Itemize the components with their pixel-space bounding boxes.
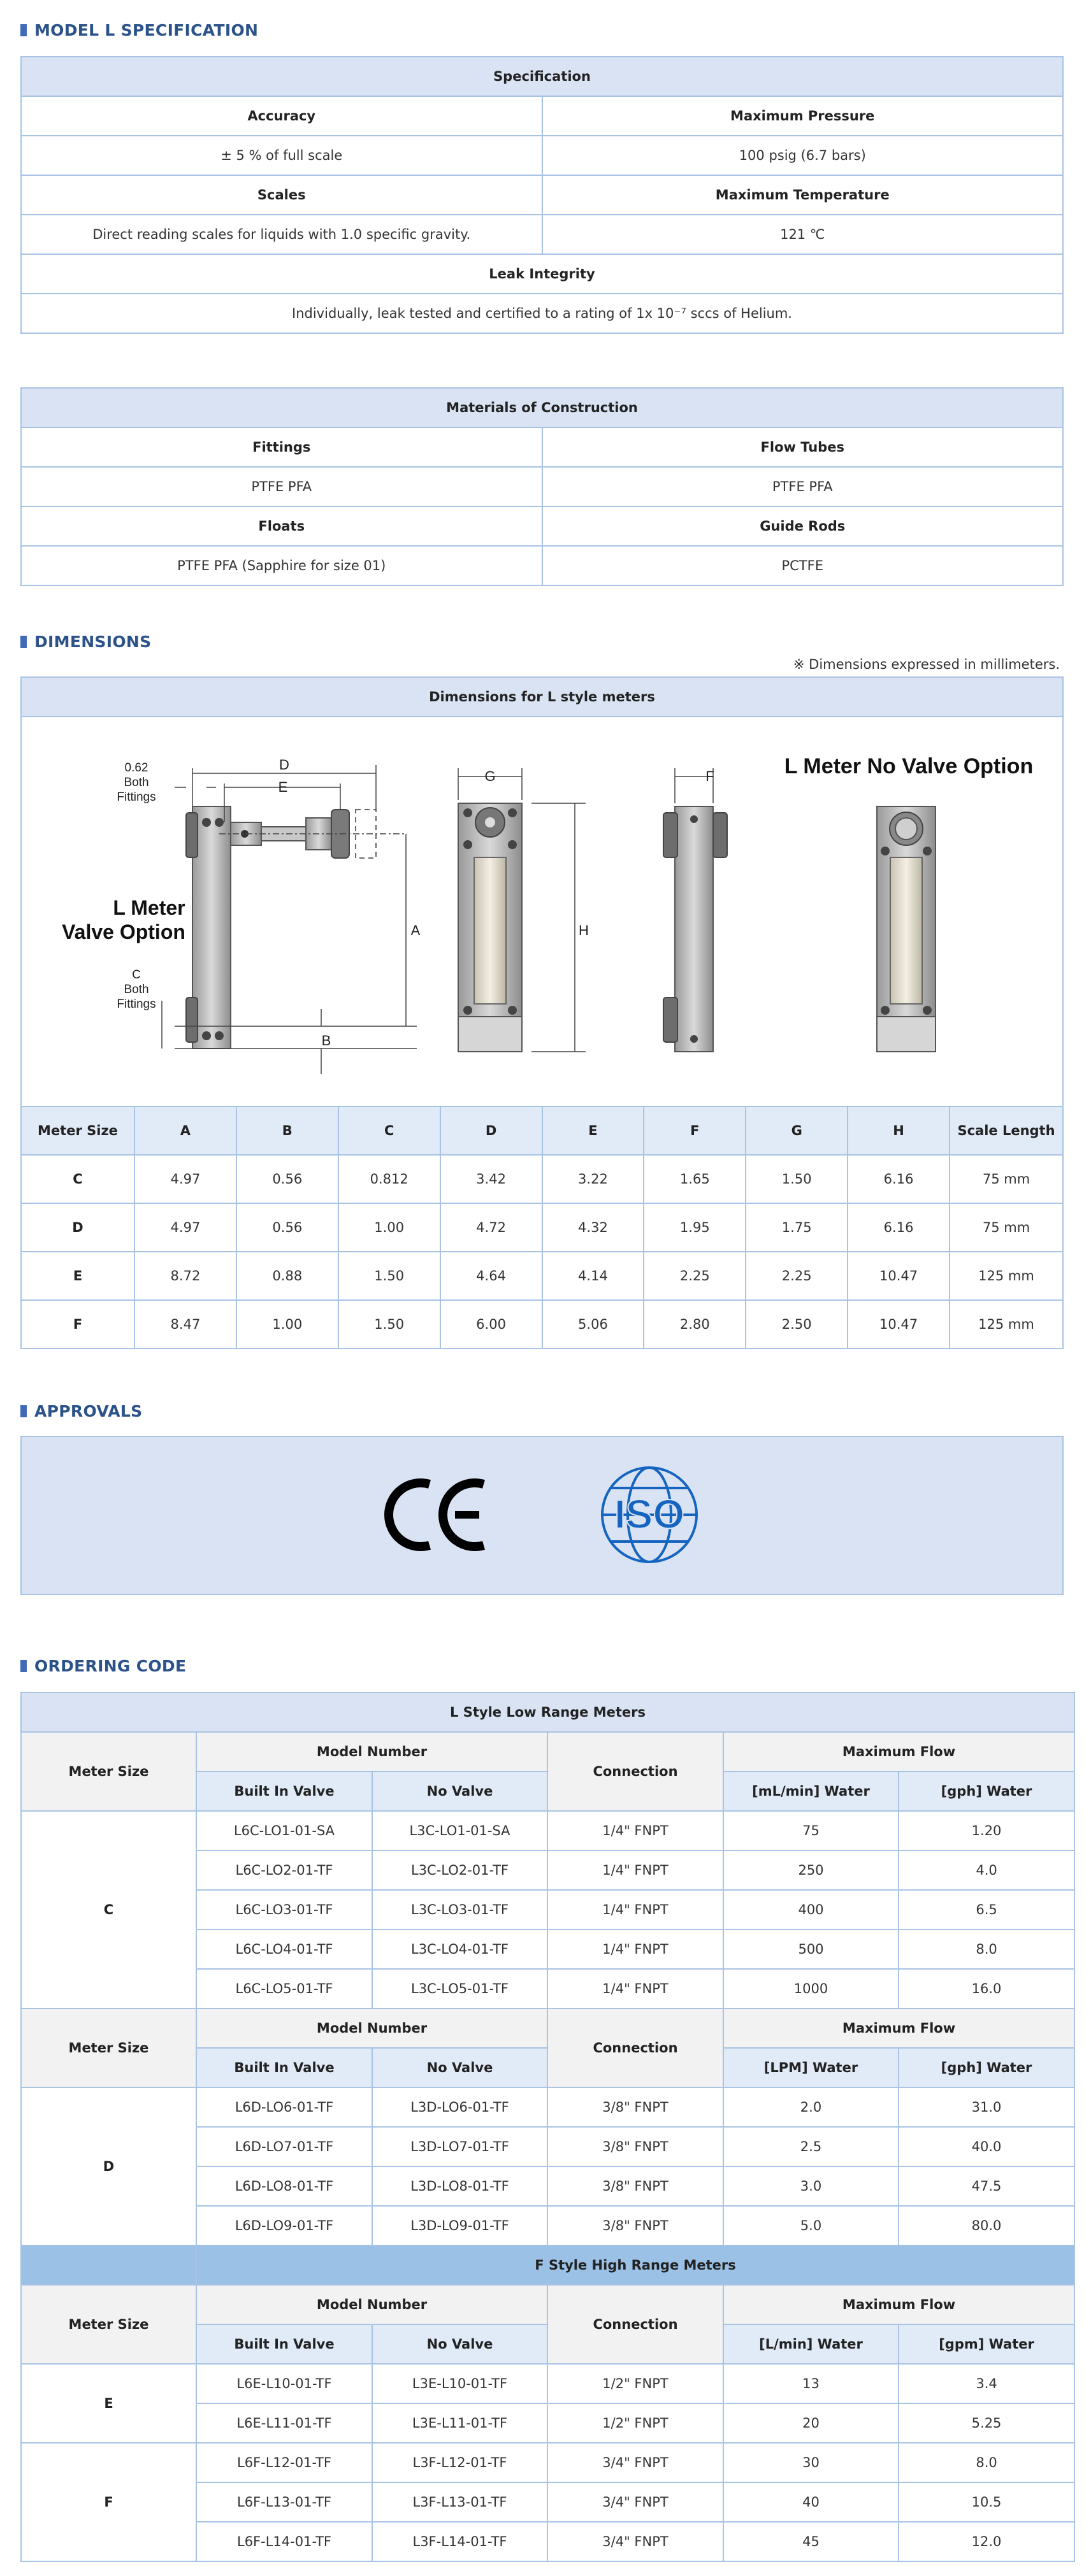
fittings-label: Fittings (21, 427, 542, 467)
table-cell: 3.4 (899, 2364, 1074, 2403)
table-cell: L3F-L12-01-TF (372, 2443, 547, 2482)
fittings-value: PTFE PFA (21, 467, 542, 506)
valve-option-title-1: L Meter (113, 896, 185, 919)
table-cell: L6F-L13-01-TF (196, 2482, 372, 2522)
flow-unit-header: [gph] Water (899, 1771, 1074, 1811)
table-cell: 5.0 (723, 2206, 899, 2245)
meter-size-cell: D (21, 2087, 196, 2245)
table-cell: 4.72 (440, 1203, 542, 1252)
iso-logo-text: ISO (614, 1491, 685, 1537)
table-cell: 5.06 (542, 1300, 644, 1349)
table-cell: 8.72 (134, 1252, 236, 1300)
section-title-text: MODEL L SPECIFICATION (34, 20, 259, 39)
table-cell: 6.00 (440, 1300, 542, 1349)
temperature-value: 121 ℃ (542, 215, 1064, 254)
flow-tubes-label: Flow Tubes (542, 427, 1064, 467)
table-cell: 31.0 (899, 2087, 1074, 2127)
table-cell: 5.25 (899, 2403, 1074, 2443)
table-cell: L3C-LO5-01-TF (372, 1969, 547, 2008)
dimensions-table (20, 1106, 1064, 1349)
table-cell: 1.50 (746, 1155, 848, 1203)
table-cell: L6C-LO2-01-TF (196, 1850, 372, 1890)
accuracy-value: ± 5 % of full scale (21, 136, 542, 175)
dim-header: C (338, 1106, 440, 1155)
table-cell: 3/8" FNPT (547, 2087, 723, 2127)
scales-label: Scales (21, 175, 542, 215)
table-cell: L3D-LO8-01-TF (372, 2166, 547, 2206)
table-cell: 16.0 (899, 1969, 1074, 2008)
table-cell: 1/2" FNPT (547, 2364, 723, 2403)
label-062: 0.62 (124, 761, 148, 775)
no-valve-header: No Valve (372, 2048, 547, 2087)
table-cell: 0.88 (236, 1252, 338, 1300)
table-cell: 1/2" FNPT (547, 2403, 723, 2443)
dim-header: Scale Length (950, 1106, 1063, 1155)
materials-table (20, 387, 1064, 586)
approvals-panel (20, 1436, 1064, 1595)
table-row (21, 1300, 1063, 1349)
table-cell: 2.25 (644, 1252, 746, 1300)
no-valve-header: No Valve (372, 1771, 547, 1811)
table-cell: L3D-LO7-01-TF (372, 2127, 547, 2166)
label-fittings-1: Fittings (117, 791, 156, 804)
table-cell: 0.56 (236, 1203, 338, 1252)
table-cell: 1.50 (338, 1252, 440, 1300)
novalve-side-view (663, 768, 727, 1052)
table-cell: 1.65 (644, 1155, 746, 1203)
dim-header: Meter Size (21, 1106, 134, 1155)
dimensions-note: ※ Dimensions expressed in millimeters. (793, 657, 1060, 672)
table-row (21, 2087, 1074, 2127)
dimensions-header-row (21, 1106, 1063, 1155)
section-marker-icon (20, 1405, 27, 1417)
scales-value: Direct reading scales for liquids with 1.0 specific gravity. (21, 215, 542, 254)
flow-unit-header: [LPM] Water (723, 2048, 899, 2087)
table-cell: L6D-LO7-01-TF (196, 2127, 372, 2166)
table-cell: 75 (723, 1811, 899, 1850)
table-cell: 3/4" FNPT (547, 2522, 723, 2561)
table-row (21, 1203, 1063, 1252)
table-cell: L6C-LO1-01-SA (196, 1811, 372, 1850)
table-cell: L6C-LO5-01-TF (196, 1969, 372, 2008)
dimensions-title-table (20, 676, 1064, 717)
table-row (21, 1155, 1063, 1203)
table-cell: 500 (723, 1929, 899, 1969)
meter-size-header: Meter Size (21, 2285, 196, 2364)
dim-f-label: F (705, 768, 714, 784)
table-cell: 1/4" FNPT (547, 1890, 723, 1929)
dim-header: A (134, 1106, 236, 1155)
flow-unit-header: [L/min] Water (723, 2324, 899, 2364)
table-cell: L3C-LO4-01-TF (372, 1929, 547, 1969)
guide-rods-value: PCTFE (542, 546, 1064, 585)
table-cell: L6C-LO4-01-TF (196, 1929, 372, 1969)
valve-side-view (62, 757, 421, 1074)
dim-h-label: H (579, 922, 589, 938)
section-title-text: ORDERING CODE (34, 1656, 187, 1675)
dim-d-label: D (279, 757, 289, 773)
table-cell: 6.16 (848, 1203, 950, 1252)
dim-header: H (848, 1106, 950, 1155)
section-title-model-spec (20, 19, 1064, 41)
model-number-header: Model Number (196, 2008, 547, 2048)
table-cell: L3F-L13-01-TF (372, 2482, 547, 2522)
table-cell: 13 (723, 2364, 899, 2403)
dimensions-table-title: Dimensions for L style meters (21, 677, 1063, 717)
table-cell: 1.00 (338, 1203, 440, 1252)
table-cell: 3/8" FNPT (547, 2206, 723, 2245)
table-cell: 4.64 (440, 1252, 542, 1300)
section-marker-icon (20, 636, 27, 648)
materials-table-title: Materials of Construction (21, 388, 1063, 427)
dim-header: D (440, 1106, 542, 1155)
label-c: C (132, 968, 141, 982)
meter-size-cell: E (21, 2364, 196, 2443)
table-cell: 3.0 (723, 2166, 899, 2206)
connection-header: Connection (547, 2008, 723, 2087)
high-range-title-spacer (21, 2245, 196, 2285)
label-fittings-2: Fittings (117, 998, 156, 1011)
dim-header: G (746, 1106, 848, 1155)
table-cell: 3/4" FNPT (547, 2443, 723, 2482)
iso-logo-icon (602, 1468, 697, 1562)
maximum-flow-header: Maximum Flow (723, 1732, 1074, 1771)
table-cell: L6C-LO3-01-TF (196, 1890, 372, 1929)
table-row (21, 2443, 1074, 2482)
table-cell: 30 (723, 2443, 899, 2482)
dimensions-drawing (20, 717, 1064, 1106)
model-number-header: Model Number (196, 1732, 547, 1771)
novalve-option-title: L Meter No Valve Option (784, 754, 1034, 778)
table-row (21, 1252, 1063, 1300)
accuracy-label: Accuracy (21, 96, 542, 136)
table-cell: 1/4" FNPT (547, 1969, 723, 2008)
table-cell: 2.80 (644, 1300, 746, 1349)
dim-e-label: E (278, 779, 288, 795)
table-row (21, 1811, 1074, 1850)
table-cell: L3F-L14-01-TF (372, 2522, 547, 2561)
built-in-valve-header: Built In Valve (196, 2324, 372, 2364)
table-cell: 4.97 (134, 1203, 236, 1252)
leak-value: Individually, leak tested and certified to a rating of 1x 10⁻⁷ sccs of Helium. (21, 294, 1063, 333)
table-cell: 125 mm (950, 1252, 1063, 1300)
table-cell: 8.47 (134, 1300, 236, 1349)
approval-logos (22, 1437, 1062, 1594)
table-cell: L3C-LO3-01-TF (372, 1890, 547, 1929)
table-cell: 45 (723, 2522, 899, 2561)
built-in-valve-header: Built In Valve (196, 1771, 372, 1811)
table-cell: 1.75 (746, 1203, 848, 1252)
built-in-valve-header: Built In Valve (196, 2048, 372, 2087)
table-cell: 3/8" FNPT (547, 2127, 723, 2166)
label-both-2: Both (124, 983, 149, 996)
high-range-title: F Style High Range Meters (196, 2245, 1074, 2285)
section-title-text: DIMENSIONS (34, 632, 152, 651)
l-meter-drawing (22, 717, 1062, 1106)
table-cell: 2.5 (723, 2127, 899, 2166)
table-cell: L6E-L11-01-TF (196, 2403, 372, 2443)
table-cell: 1/4" FNPT (547, 1929, 723, 1969)
table-cell: 75 mm (950, 1155, 1063, 1203)
table-cell: L3D-LO6-01-TF (372, 2087, 547, 2127)
table-cell: 3/8" FNPT (547, 2166, 723, 2206)
table-cell: 1.95 (644, 1203, 746, 1252)
pressure-label: Maximum Pressure (542, 96, 1064, 136)
flow-unit-header: [gpm] Water (899, 2324, 1074, 2364)
table-cell: 1.20 (899, 1811, 1074, 1850)
section-title-ordering (20, 1655, 1064, 1677)
table-cell: L3C-LO2-01-TF (372, 1850, 547, 1890)
meter-size-cell: F (21, 1300, 134, 1349)
meter-size-cell: E (21, 1252, 134, 1300)
dim-b-label: B (321, 1033, 331, 1048)
low-range-title: L Style Low Range Meters (21, 1692, 1074, 1732)
table-cell: L6E-L10-01-TF (196, 2364, 372, 2403)
table-cell: 125 mm (950, 1300, 1063, 1349)
table-cell: 1/4" FNPT (547, 1850, 723, 1890)
table-cell: 10.5 (899, 2482, 1074, 2522)
table-cell: 4.32 (542, 1203, 644, 1252)
valve-option-title-2: Valve Option (62, 920, 185, 943)
section-title-dimensions (20, 631, 1064, 652)
ce-mark-icon (389, 1483, 484, 1547)
table-cell: 4.14 (542, 1252, 644, 1300)
table-cell: 1.50 (338, 1300, 440, 1349)
ordering-table (20, 1692, 1075, 2562)
specification-table (20, 56, 1064, 334)
table-cell: 8.0 (899, 1929, 1074, 1969)
meter-size-header: Meter Size (21, 2008, 196, 2087)
table-cell: 40.0 (899, 2127, 1074, 2166)
meter-size-cell: F (21, 2443, 196, 2561)
table-cell: 20 (723, 2403, 899, 2443)
maximum-flow-header: Maximum Flow (723, 2008, 1074, 2048)
table-cell: 400 (723, 1890, 899, 1929)
label-both-1: Both (124, 776, 149, 789)
maximum-flow-header: Maximum Flow (723, 2285, 1074, 2324)
table-row (21, 2364, 1074, 2403)
dim-header: F (644, 1106, 746, 1155)
table-cell: 80.0 (899, 2206, 1074, 2245)
leak-label: Leak Integrity (21, 254, 1063, 294)
connection-header: Connection (547, 1732, 723, 1811)
table-cell: 75 mm (950, 1203, 1063, 1252)
table-cell: 8.0 (899, 2443, 1074, 2482)
section-title-approvals (20, 1400, 1064, 1422)
table-cell: L6F-L12-01-TF (196, 2443, 372, 2482)
dim-header: E (542, 1106, 644, 1155)
table-cell: 10.47 (848, 1252, 950, 1300)
table-cell: 6.16 (848, 1155, 950, 1203)
meter-size-cell: C (21, 1155, 134, 1203)
flow-unit-header: [gph] Water (899, 2048, 1074, 2087)
section-marker-icon (20, 24, 27, 36)
table-cell: 6.5 (899, 1890, 1074, 1929)
table-cell: 2.50 (746, 1300, 848, 1349)
floats-value: PTFE PFA (Sapphire for size 01) (21, 546, 542, 585)
meter-size-cell: D (21, 1203, 134, 1252)
dim-header: B (236, 1106, 338, 1155)
section-marker-icon (20, 1660, 27, 1672)
flow-tubes-value: PTFE PFA (542, 467, 1064, 506)
table-cell: L3E-L11-01-TF (372, 2403, 547, 2443)
table-cell: 3/4" FNPT (547, 2482, 723, 2522)
table-cell: 4.0 (899, 1850, 1074, 1890)
floats-label: Floats (21, 506, 542, 546)
table-cell: 3.22 (542, 1155, 644, 1203)
table-cell: 0.812 (338, 1155, 440, 1203)
model-number-header: Model Number (196, 2285, 547, 2324)
flow-unit-header: [mL/min] Water (723, 1771, 899, 1811)
table-cell: 40 (723, 2482, 899, 2522)
table-cell: L6F-L14-01-TF (196, 2522, 372, 2561)
table-cell: 4.97 (134, 1155, 236, 1203)
table-cell: 10.47 (848, 1300, 950, 1349)
spec-table-title: Specification (21, 57, 1063, 96)
table-cell: L3C-LO1-01-SA (372, 1811, 547, 1850)
section-title-text: APPROVALS (34, 1401, 143, 1420)
table-cell: 0.56 (236, 1155, 338, 1203)
table-cell: 2.25 (746, 1252, 848, 1300)
table-cell: 2.0 (723, 2087, 899, 2127)
table-cell: 1/4" FNPT (547, 1811, 723, 1850)
table-cell: L3E-L10-01-TF (372, 2364, 547, 2403)
meter-size-cell: C (21, 1811, 196, 2008)
table-cell: L6D-LO6-01-TF (196, 2087, 372, 2127)
table-cell: L6D-LO9-01-TF (196, 2206, 372, 2245)
valve-front-view (458, 768, 589, 1052)
dim-g-label: G (484, 768, 496, 784)
temperature-label: Maximum Temperature (542, 175, 1064, 215)
guide-rods-label: Guide Rods (542, 506, 1064, 546)
table-cell: 250 (723, 1850, 899, 1890)
novalve-front-view (784, 754, 1033, 1052)
meter-size-header: Meter Size (21, 1732, 196, 1811)
table-cell: 1000 (723, 1969, 899, 2008)
table-cell: 3.42 (440, 1155, 542, 1203)
table-cell: L3D-LO9-01-TF (372, 2206, 547, 2245)
table-cell: 12.0 (899, 2522, 1074, 2561)
pressure-value: 100 psig (6.7 bars) (542, 136, 1064, 175)
table-cell: L6D-LO8-01-TF (196, 2166, 372, 2206)
table-cell: 47.5 (899, 2166, 1074, 2206)
dim-a-label: A (410, 922, 421, 938)
table-cell: 1.00 (236, 1300, 338, 1349)
connection-header: Connection (547, 2285, 723, 2364)
no-valve-header: No Valve (372, 2324, 547, 2364)
